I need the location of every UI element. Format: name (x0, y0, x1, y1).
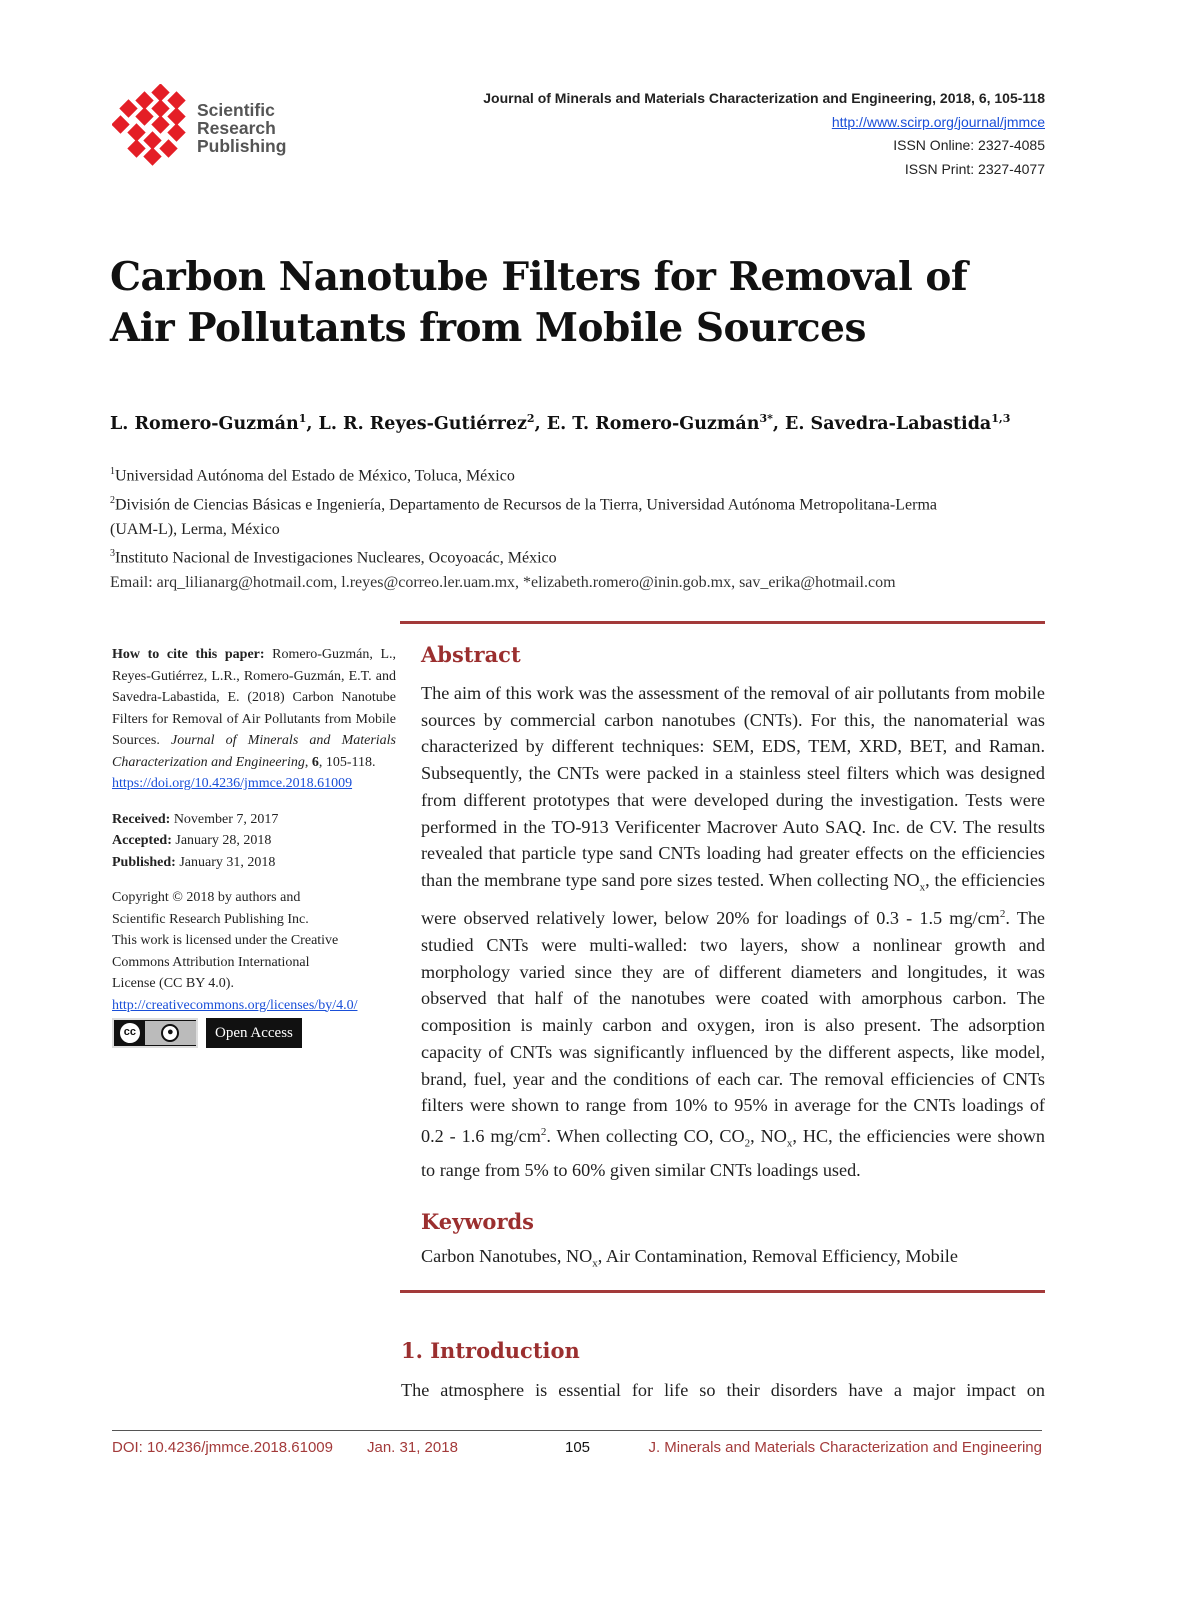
dates-block (112, 809, 396, 874)
accepted-label: Accepted: (112, 833, 172, 848)
introduction-heading: 1. Introduction (401, 1338, 580, 1363)
affiliation-text: Instituto Nacional de Investigaciones Nucleares, Ocoyoacác, México (115, 549, 557, 567)
attribution-icon: ● (161, 1024, 179, 1042)
publisher-name (197, 101, 286, 155)
paper-title (110, 252, 1010, 354)
open-access-badge: Open Access (206, 1018, 302, 1048)
cite-journal: Journal of Minerals and Materials Characterization and Engineering (112, 733, 397, 770)
logo-line-1: Scientific (197, 100, 275, 120)
abstract-subscript: 2 (744, 1137, 751, 1150)
author-affiliation-mark: 2 (526, 412, 535, 425)
abstract-segment: , NO (750, 1126, 787, 1147)
accepted-date (112, 830, 396, 852)
footer-date: Jan. 31, 2018 (367, 1439, 458, 1456)
cc-by-badge[interactable] (112, 1018, 198, 1048)
publisher-logo-icon (112, 84, 192, 174)
published-value: January 31, 2018 (179, 854, 276, 870)
abstract-segment: . The studied CNTs were multi-walled: two layers, show a nonlinear growth and morphology varied since they are of different diameters and longitudes, it was observed that half of the nanotubes were coated with amorphous carbon. The composition is mainly carbon and oxygen, iron is also present. The adsorption capacity of CNTs was significantly influenced by the different aspects, like model, brand, fuel, year and the conditions of each car. The removal efficiencies of CNTs filters were shown to range from 10% to 95% in average for the CNTs loadings of 0.2 - 1.6 mg/cm (421, 908, 1045, 1147)
author-name: L. Romero-Guzmán (110, 413, 299, 434)
keywords-subscript: x (592, 1257, 598, 1270)
received-value: November 7, 2017 (173, 811, 279, 827)
journal-citation: Journal of Minerals and Materials Characterization and Engineering, 2018, 6, 105-118 (483, 90, 1045, 106)
abstract-heading: Abstract (421, 642, 521, 667)
affiliation-mark: 3 (110, 548, 115, 560)
article-sidebar (112, 644, 396, 1048)
license-badges (112, 1018, 396, 1048)
abstract-bottom-rule (400, 1290, 1045, 1293)
title-line-1: Carbon Nanotube Filters for Removal of (110, 254, 968, 300)
citation-block: How to cite this paper: Romero-Guzmán, L., Reyes-Gutiérrez, L.R., Romero-Guzmán, E.T. and Savedra-Labastida, E. (2018) Carbon Nanotube Filters for Removal of Air Pollutants from Mobile Sources. Journal of Minerals and Materials Characterization and Engineering, 6, 105-118. https://doi.org/10.4236/jmmce.2018.61009 (112, 647, 397, 791)
author-name: E. Savedra-Labastida (785, 413, 992, 434)
cite-label: How to cite this paper: (112, 647, 265, 662)
footer-journal: J. Minerals and Materials Characterization and Engineering (648, 1439, 1042, 1456)
footer-rule (112, 1430, 1042, 1431)
author-name: L. R. Reyes-Gutiérrez (318, 413, 527, 434)
accepted-value: January 28, 2018 (175, 833, 272, 848)
doi-link[interactable]: https://doi.org/10.4236/jmmce.2018.61009 (112, 776, 353, 791)
cite-text: Romero-Guzmán, L., Reyes-Gutiérrez, L.R., Romero-Guzmán, E.T. and Savedra-Labastida, E. (2018) Carbon Nanotube Filters for Removal of Air Pollutants from Mobile Sources. (112, 647, 396, 748)
license-link[interactable]: http://creativecommons.org/licenses/by/4.0/ (112, 997, 358, 1013)
introduction-text: The atmosphere is essential for life so their disorders have a major impact on (401, 1380, 1045, 1400)
copyright-line: Copyright © 2018 by authors and (112, 890, 301, 905)
copyright-line: License (CC BY 4.0). (112, 976, 234, 991)
affiliation-text: División de Ciencias Básicas e Ingeniería, Departamento de Recursos de la Tierra, Universidad Autónoma Metropolitana-Lerma (115, 496, 937, 514)
cite-volume: 6 (311, 754, 319, 770)
copyright-line: Scientific Research Publishing Inc. (112, 911, 309, 927)
copyright-block (112, 887, 396, 1016)
author-name: E. T. Romero-Guzmán (546, 413, 760, 434)
received-date (112, 809, 396, 831)
abstract-top-rule (400, 621, 1045, 624)
author-affiliation-mark: 1,3 (991, 412, 1011, 425)
copyright-line: This work is licensed under the Creative (112, 933, 339, 948)
affiliation-mark: 2 (110, 494, 115, 506)
journal-info (483, 87, 1045, 181)
abstract-text (421, 680, 1045, 1184)
by-box (145, 1021, 196, 1045)
publisher-logo (112, 84, 312, 174)
affiliation-text: Universidad Autónoma del Estado de México, Toluca, México (115, 467, 515, 485)
abstract-subscript: x (919, 881, 926, 894)
title-line-2: Air Pollutants from Mobile Sources (110, 305, 866, 351)
logo-line-2: Research (197, 118, 276, 138)
published-label: Published: (112, 854, 176, 870)
author-list: L. Romero-Guzmán$^1$, L. R. Reyes-Gutiérrez$^2$, E. T. Romero-Guzmán$^{3*}$, E. Savedra-Labastida$^{1,3}$ (110, 412, 1011, 434)
email-line: Email: arq_lilianarg@hotmail.com, l.reyes@correo.ler.uam.mx, *elizabeth.romero@inin.gob.mx, sav_erika@hotmail.com (110, 573, 896, 591)
affiliation-2 (110, 489, 1050, 518)
abstract-superscript: 2 (540, 1125, 547, 1138)
page-footer (112, 1439, 1042, 1461)
affiliations (110, 460, 1050, 595)
page-number: 105 (565, 1439, 591, 1456)
received-label: Received: (112, 811, 171, 827)
abstract-subscript: x (786, 1137, 793, 1150)
keywords-heading: Keywords (421, 1209, 535, 1234)
abstract-segment: , the efficiencies were observed relatively lower, below 20% for loadings of 0.3 - 1.5 mg/cm (421, 869, 1045, 929)
journal-url-link[interactable]: http://www.scirp.org/journal/jmmce (831, 113, 1045, 130)
keywords-text (421, 1246, 1045, 1270)
affiliation-1 (110, 460, 1050, 489)
affiliation-mark: 1 (110, 466, 115, 477)
abstract-segment: . When collecting CO, CO (546, 1126, 745, 1147)
published-date (112, 852, 396, 874)
issn-print: ISSN Print: 2327-4077 (904, 160, 1045, 177)
footer-doi: DOI: 10.4236/jmmce.2018.61009 (112, 1439, 333, 1456)
author-affiliation-mark: 1 (298, 412, 307, 425)
abstract-superscript: 2 (999, 908, 1006, 921)
cite-pages: , 105-118. (318, 754, 376, 770)
issn-online: ISSN Online: 2327-4085 (893, 137, 1045, 153)
logo-line-3: Publishing (197, 136, 287, 156)
affiliation-2-cont: (UAM-L), Lerma, México (110, 520, 280, 538)
keywords-segment: , Air Contamination, Removal Efficiency, Mobile (597, 1246, 958, 1266)
abstract-segment: The aim of this work was the assessment of the removal of air pollutants from mobile sources by commercial carbon nanotubes (CNTs). For this, the nanomaterial was characterized by different techniques: SEM, EDS, TEM, XRD, BET, and Raman. Subsequently, the CNTs were packed in a stainless steel filters which was designed from different prototypes that were developed during the investigation. Tests were performed in the TO-913 Verificenter Macrover Auto SAQ. Inc. de CV. The results revealed that particle type sand CNTs loading had greater effects on the efficiencies than the membrane type sand pore sizes tested. When collecting NO (421, 683, 1045, 890)
abstract-segment: , HC, the efficiencies were shown to range from 5% to 60% given similar CNTs loadings used. (421, 1126, 1045, 1181)
keywords-segment: Carbon Nanotubes, NO (421, 1246, 593, 1266)
copyright-line: Commons Attribution International (112, 954, 310, 970)
cc-icon: cc (118, 1021, 142, 1045)
affiliation-3 (110, 542, 1050, 571)
author-affiliation-mark: 3* (759, 412, 773, 425)
